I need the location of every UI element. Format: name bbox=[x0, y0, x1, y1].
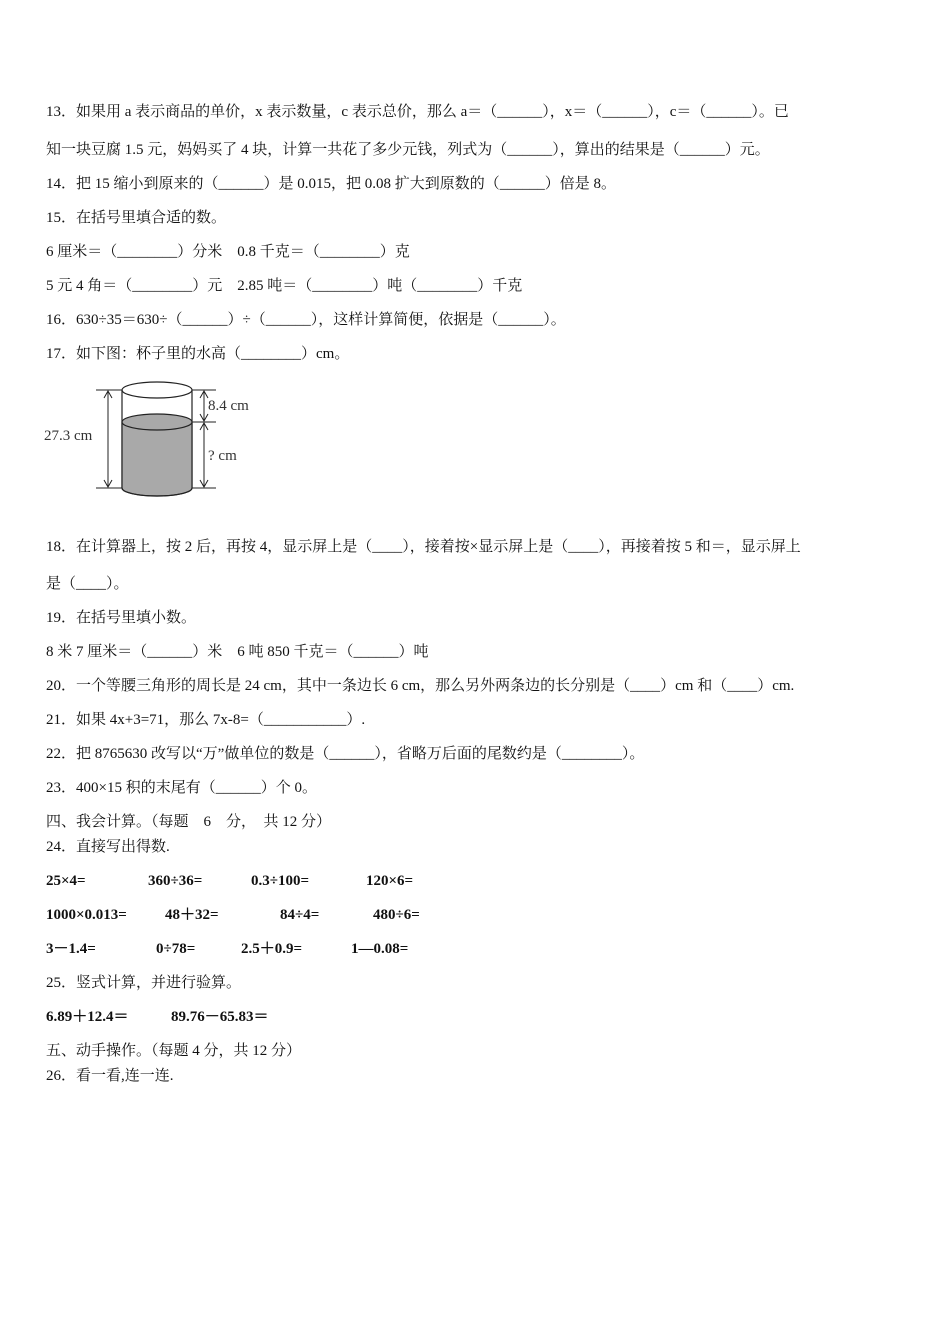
cup-diagram bbox=[44, 378, 274, 500]
q19-line1: 8 米 7 厘米＝（______）米 6 吨 850 千克＝（______）吨 bbox=[46, 644, 429, 660]
calc-item: 1—0.08= bbox=[351, 941, 409, 957]
cup-figure bbox=[44, 378, 274, 500]
q24-stem: 24．直接写出得数. bbox=[46, 839, 170, 855]
vertical-calc-item: 6.89＋12.4＝ bbox=[46, 1009, 129, 1025]
total-height-label: 27.3 cm bbox=[44, 428, 93, 444]
q16: 16．630÷35＝630÷（______）÷（______），这样计算简便，依据是（______）。 bbox=[46, 312, 566, 328]
top-gap-label: 8.4 cm bbox=[208, 398, 249, 414]
section-4-heading: 四、我会计算。（每题 6 分， 共 12 分） bbox=[46, 814, 332, 830]
q13-line2: 知一块豆腐 1.5 元，妈妈买了 4 块，计算一共花了多少元钱，列式为（______），算出的结果是（______）元。 bbox=[46, 142, 770, 158]
q14: 14．把 15 缩小到原来的（______）是 0.015，把 0.08 扩大到原数的（______）倍是 8。 bbox=[46, 176, 617, 192]
q15-line2: 5 元 4 角＝（________）元 2.85 吨＝（________）吨（________）千克 bbox=[46, 278, 523, 294]
q20: 20．一个等腰三角形的周长是 24 cm，其中一条边长 6 cm，那么另外两条边的长分别是（____）cm 和（____）cm. bbox=[46, 678, 795, 694]
q17-stem: 17．如下图：杯子里的水高（________）cm。 bbox=[46, 346, 350, 362]
cup-rim bbox=[122, 382, 192, 398]
q18-line1: 18．在计算器上，按 2 后，再按 4，显示屏上是（____），接着按×显示屏上是（____），再接着按 5 和＝，显示屏上 bbox=[46, 539, 801, 555]
calc-item: 0÷78= bbox=[156, 941, 196, 957]
calc-item: 0.3÷100= bbox=[251, 873, 310, 889]
q15-stem: 15．在括号里填合适的数。 bbox=[46, 210, 227, 226]
q22: 22．把 8765630 改写以“万”做单位的数是（______），省略万后面的尾数约是（________）。 bbox=[46, 746, 645, 762]
water-body bbox=[122, 422, 192, 496]
vertical-calc-item: 89.76－65.83＝ bbox=[171, 1009, 269, 1025]
calc-item: 360÷36= bbox=[148, 873, 203, 889]
calc-item: 2.5＋0.9= bbox=[241, 941, 303, 957]
q26: 26．看一看,连一连. bbox=[46, 1068, 174, 1084]
q18-line2: 是（____）。 bbox=[46, 576, 129, 592]
water-surface bbox=[122, 414, 192, 430]
calc-item: 84÷4= bbox=[280, 907, 320, 923]
q15-line1: 6 厘米＝（________）分米 0.8 千克＝（________）克 bbox=[46, 244, 410, 260]
q23: 23．400×15 积的末尾有（______）个 0。 bbox=[46, 780, 317, 796]
calc-item: 25×4= bbox=[46, 873, 86, 889]
section-5-heading: 五、动手操作。（每题 4 分，共 12 分） bbox=[46, 1043, 302, 1059]
calc-item: 3－1.4= bbox=[46, 941, 96, 957]
calc-item: 480÷6= bbox=[373, 907, 420, 923]
q25-stem: 25．竖式计算，并进行验算。 bbox=[46, 975, 242, 991]
calc-item: 120×6= bbox=[366, 873, 414, 889]
calc-item: 1000×0.013= bbox=[46, 907, 127, 923]
q13-line1: 13．如果用 a 表示商品的单价，x 表示数量，c 表示总价，那么 a＝（______），x＝（______），c＝（______）。已 bbox=[46, 104, 789, 120]
water-height-label: ? cm bbox=[208, 448, 237, 464]
q21: 21．如果 4x+3=71，那么 7x-8=（___________）. bbox=[46, 712, 366, 728]
calc-item: 48＋32= bbox=[165, 907, 219, 923]
q19-stem: 19．在括号里填小数。 bbox=[46, 610, 197, 626]
